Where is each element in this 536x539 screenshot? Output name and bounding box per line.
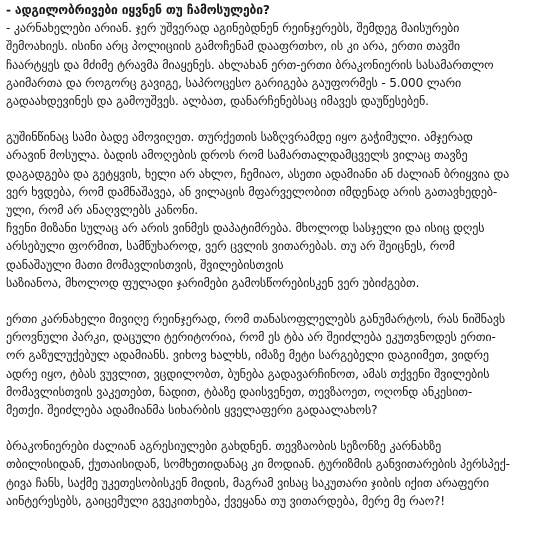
text-line: საზიანოა, მხოლოდ ფულადი ჯარიმები გამოსწორებისკენ ვერ უბიძგებთ. xyxy=(6,275,420,290)
paragraph xyxy=(6,1,530,110)
text-line: მეთქი. შეიძლება ადამიანმა სიხარბის ყველაფერი გადაალახოს? xyxy=(6,403,378,418)
text-line: ჩაარტყეს და მძიმე ტრავმა მიაყენეს. ახლახან ერთ-ერთი ბრაკონიერის სასამართლო xyxy=(6,57,494,72)
text-line: ადრე იყო, ტბას ვუვლით, ვცდილობთ, ბუნება გადავარჩინოთ, ამას თქვენი შვილების xyxy=(6,366,490,381)
text-line: შემოახიეს. ისინი არც პოლიციის გამოჩენამ დააფრთხო, ის კი არა, ერთი თავში xyxy=(6,39,461,54)
text-line: ბრაკონიერები ძალიან აგრესიულები გახდნენ. თევზაობის სეზონზე კარნახზე xyxy=(6,439,442,454)
text-line: ტივა ჩანს, საქმე უკეთესობისკენ მიდის, მაგრამ ვისაც საკუთარი ჯიბის იქით არაფერი xyxy=(6,475,489,490)
question-line: - ადგილობრივები იყვნენ თუ ჩამოსულები? xyxy=(6,3,270,17)
text-line: არსებული ფორმით, სამწუხაროდ, ვერ ცვლის ვითარებას. თუ არ შეიცნეს, რომ xyxy=(6,239,455,254)
text-line: არავინ მოსულა. ბადის ამოღების დროს რომ სამართალდამცველს ვილაც თავზე xyxy=(6,148,468,163)
text-line: გადაახდევინეს და გამოუშვეს. ალბათ, დანარჩენებსაც იმავეს დაუწესებენ. xyxy=(6,94,429,109)
text-line: აინტერესებს, გაიცემული გვეკითხება, ქვეყანა თუ ვითარდება, მერე მე რაო?! xyxy=(6,493,445,508)
text-line: ვერ ხვდება, რომ დამნაშავეა, ან ვილაცის მფარველობით იმდენად არის გათავხედებ- xyxy=(6,184,498,199)
text-line: დაგადგება და გეტყვის, ხელი არ ახლო, ჩემიაო, ასეთი ადამიანი ან ძალიან ბრიყვია და xyxy=(6,166,510,181)
text-line: თბილისიდან, ქუთაისიდან, სომხეთიდანაც კი მოდიან. ტურიზმის განვითარების პერსპექ- xyxy=(6,457,510,472)
text-line: გუშინწინაც სამი ბადე ამოვიღეთ. თურქეთის საზღვრამდე იყო გაჭიმული. ამჯერად xyxy=(6,130,473,145)
text-line: დანაშაული მათი მომავლისთვის, შვილებისთვის xyxy=(6,257,284,272)
paragraph xyxy=(6,437,530,510)
text-line: ული, რომ არ ანაღვლებს კანონი. xyxy=(6,203,199,218)
text-line: - კარნახელები არიან. ჯერ უშვერად აგინებდნენ რეინჯერებს, შემდეგ მაისურები xyxy=(6,21,460,36)
text-line: ორ გაზულუქებულ ადამიანს. ვიხოვ ხალხს, იმაზე მეტი სარგებელი დაგიიმეთ, ვიდრე xyxy=(6,348,489,363)
text-line: მომავლისთვის ვაკეთებთ, ნადით, ტბაზე დაისვენეთ, თევზაოეთ, ოღონდ ანკესით- xyxy=(6,384,473,399)
paragraph xyxy=(6,310,530,419)
text-line: ერთი კარნახელი მივიღე რეინჯერად, რომ თანასოფლელებს განუმარტოს, რას ნიშნავს xyxy=(6,312,506,327)
text-line: ჩვენი მიზანი სულაც არ არის ვინმეს დაპატიმრება. მხოლოდ სასჯელი და ისიც დღეს xyxy=(6,221,485,236)
text-line: ეროვნული პარკი, დაცული ტერიტორია, რომ ეს ტბა არ შეიძლება ეკუთვნოდეს ერთი- xyxy=(6,330,496,345)
text-line: გაიმართა და როგორც გავიგე, საპროცესო გარიგება გაუფორმეს - 5.000 ლარი xyxy=(6,75,462,90)
paragraph xyxy=(6,128,530,292)
